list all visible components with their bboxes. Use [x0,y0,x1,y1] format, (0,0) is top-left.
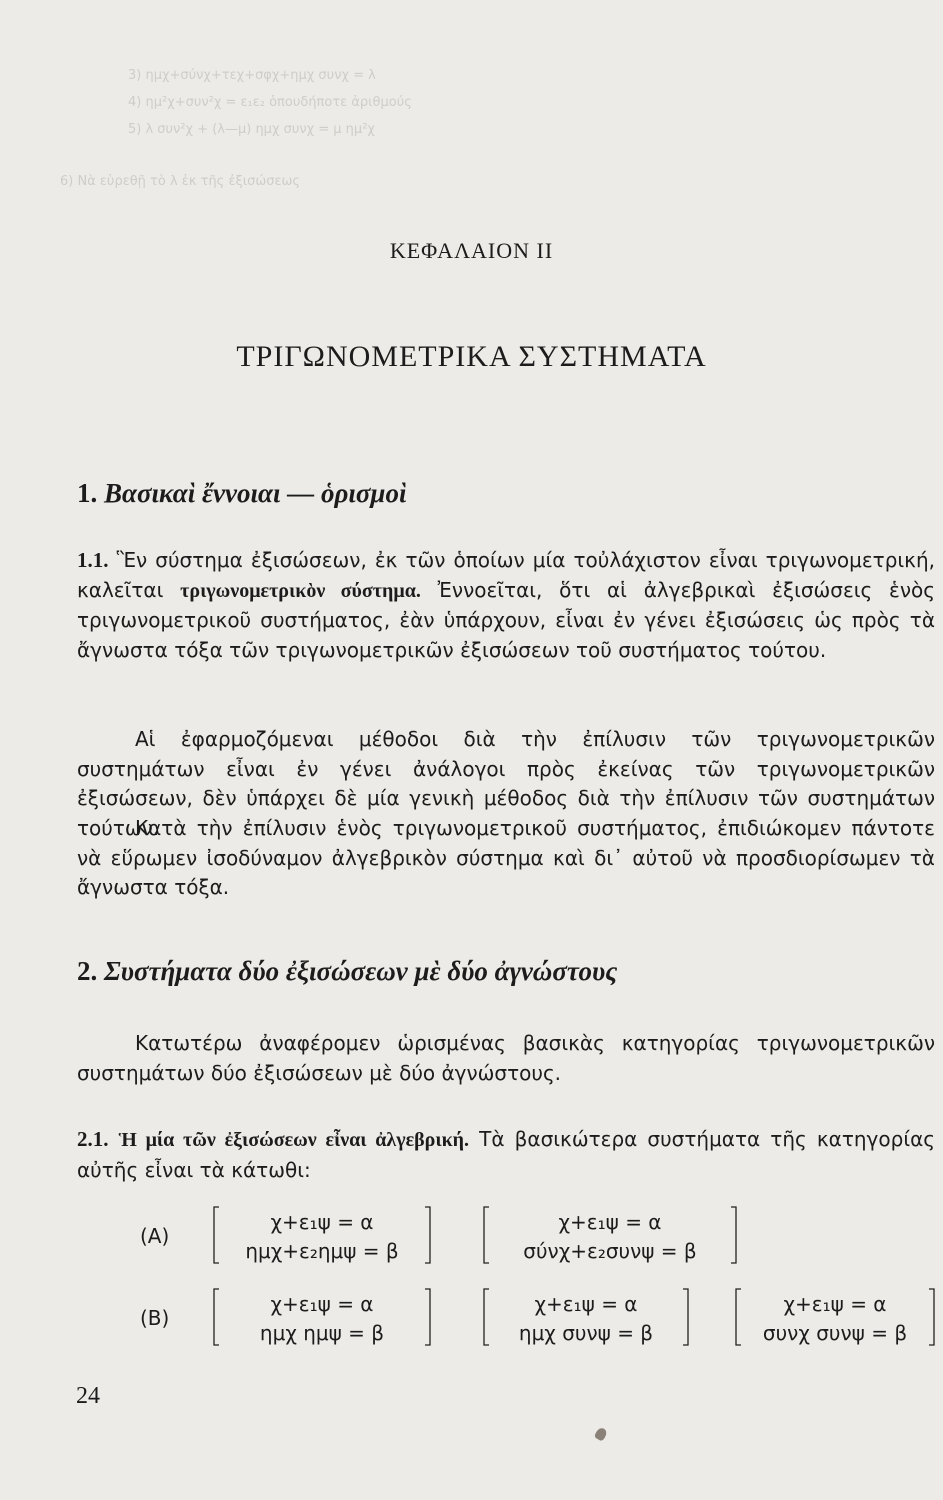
system-b3 [732,1288,938,1348]
system-b1 [210,1288,434,1348]
left-bracket-icon [480,1206,490,1264]
paragraph-text: Τὰ βασικώτερα συστήματα τῆς κατηγορίας αὐτῆς εἶναι τὰ κάτωθι: [77,1127,936,1182]
section-title: Βασικαὶ ἔννοιαι — ὁρισμοὶ [104,478,407,508]
bleed-through-text: 6) Νὰ εὑρεθῇ τὸ λ ἐκ τῆς ἐξισώσεως [60,174,301,189]
paragraph-categories: Κατωτέρω ἀναφέρομεν ὡρισμένας βασικὰς κατηγορίας τριγωνομετρικῶν συστημάτων δύο ἐξισώσεων μὲ δύο ἀγνώστους. [77,1031,935,1085]
left-bracket-icon [732,1288,742,1346]
chapter-heading: ΚΕΦΑΛΑΙΟΝ ΙΙ [389,238,554,263]
subsection-title: Ἡ μία τῶν ἐξισώσεων εἶναι ἀλγεβρική. [118,1129,470,1151]
paragraph-solving: Κατὰ τὴν ἐπίλυσιν ἑνὸς τριγωνομετρικοῦ συστήματος, ἐπιδιώκομεν πάντοτε νὰ εὕρωμεν ἰσοδύναμον ἀλγεβρικὸν σύστημα καὶ δι᾽ αὐτοῦ νὰ προσδιορίσωμεν τὰ ἄγνωστα τόξα. [77,816,935,899]
section-number: 1. [77,478,98,508]
system-label-b: (Β) [140,1306,170,1330]
section-title: Συστήματα δύο ἐξισώσεων μὲ δύο ἀγνώστους [104,956,618,986]
right-bracket-icon [928,1288,938,1346]
equation: συνχ συνψ = β [762,1321,908,1345]
section-2-heading [77,956,617,987]
right-bracket-icon [682,1288,692,1346]
defined-term: τριγωνομετρικὸν σύστημα. [180,579,421,602]
section-1-heading [77,478,406,509]
equation: ημχ ημψ = β [259,1321,385,1345]
equation: ημχ συνψ = β [518,1321,654,1345]
bleed-through-text: 5) λ συν²χ + (λ—μ) ημχ συνχ = μ ημ²χ [128,122,375,137]
system-a2 [480,1206,740,1266]
equation: χ+ε₁ψ = α [558,1210,662,1234]
subsection-number: 1.1. [77,548,109,572]
page-number: 24 [76,1383,100,1409]
paragraph-methods: Αἱ ἐφαρμοζόμεναι μέθοδοι διὰ τὴν ἐπίλυσιν τῶν τριγωνομετρικῶν συστημάτων εἶναι ἐν γένει ἀνάλογοι πρὸς ἐκείνας τῶν τριγωνομετρικῶν ἐξισώσεων, δὲν ὑπάρχει δὲ μία γενικὴ μέθοδος διὰ τὴν ἐπίλυσιν τῶν συστημάτων τούτων. [77,727,935,840]
subsection-number: 2.1. [77,1127,109,1151]
paragraph-1-1 [77,546,935,665]
paragraph-2-1 [77,1125,935,1185]
system-b2 [480,1288,692,1348]
bleed-through-text: 4) ημ²χ+συν²χ = ε₁ε₂ ὁπουδήποτε ἀριθμούς [128,95,412,110]
bleed-through-text: 3) ημχ+σύνχ+τεχ+σφχ+ημχ συνχ = λ [128,68,376,83]
ink-speck [594,1426,609,1441]
paragraph-text: Ἐννοεῖται, ὅτι αἱ ἀλγεβρικαὶ ἐξισώσεις ἑνὸς τριγωνομετρικοῦ συστήματος, ἐὰν ὑπάρχουν, εἶναι ἐν γένει ἐξισώσεις ὡς πρὸς τὰ ἄγνωστα τόξα τῶν τριγωνομετρικῶν ἐξισώσεων τοῦ συστήματος τούτου. [77,577,936,662]
left-bracket-icon [210,1206,220,1264]
right-bracket-icon [424,1288,434,1346]
equation: χ+ε₁ψ = α [270,1210,374,1234]
equation: ημχ+ε₂ημψ = β [245,1239,399,1263]
equation: χ+ε₁ψ = α [534,1292,638,1316]
system-a1 [210,1206,434,1266]
equation: χ+ε₁ψ = α [270,1292,374,1316]
paragraph-text: Ἓν σύστημα ἐξισώσεων, ἐκ τῶν ὁποίων μία τοὐλάχιστον εἶναι τριγωνομετρική, καλεῖται [77,548,936,602]
system-label-a: (Α) [140,1224,170,1248]
equation: χ+ε₁ψ = α [783,1292,887,1316]
chapter-title: ΤΡΙΓΩΝΟΜΕΤΡΙΚΑ ΣΥΣΤΗΜΑΤΑ [236,340,707,373]
left-bracket-icon [480,1288,490,1346]
section-number: 2. [77,956,98,986]
right-bracket-icon [424,1206,434,1264]
left-bracket-icon [210,1288,220,1346]
equation: σύνχ+ε₂συνψ = β [523,1239,697,1263]
right-bracket-icon [730,1206,740,1264]
